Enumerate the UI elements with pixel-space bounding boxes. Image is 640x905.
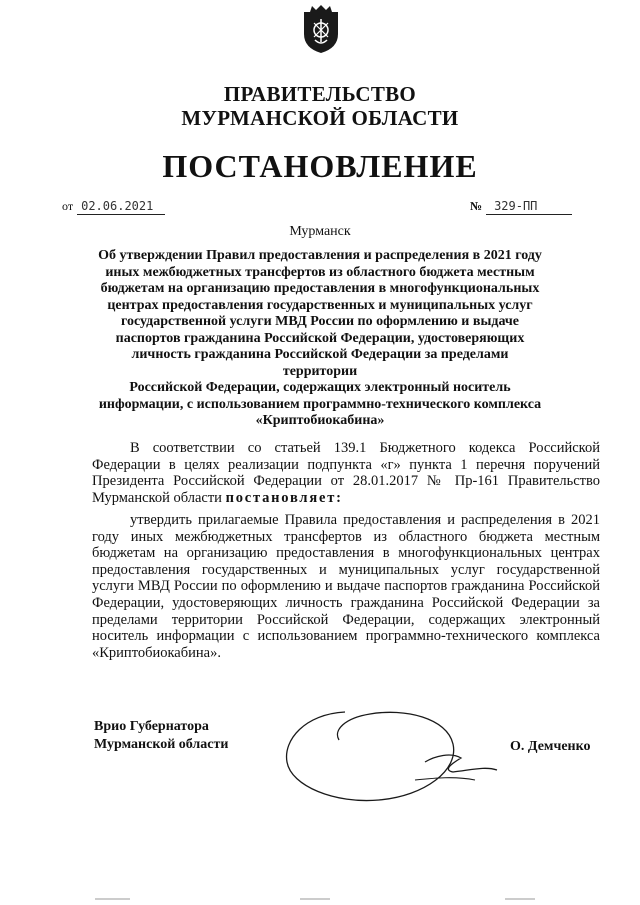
signer-position-line1: Врио Губернатора xyxy=(94,719,209,734)
signee-name: О. Демченко xyxy=(510,739,591,754)
subject-line: центрах предоставления государственных и муниципальных услуг xyxy=(107,297,533,313)
number-prefix: № xyxy=(470,199,483,213)
document-subject xyxy=(95,248,545,430)
signature-icon xyxy=(275,700,500,810)
subject-line: Российской Федерации, содержащих электронный носитель xyxy=(129,380,511,395)
coat-of-arms-icon xyxy=(302,4,340,54)
resolves-word: постановляет: xyxy=(225,489,343,506)
subject-line: бюджетам на организацию предоставления в многофункциональных xyxy=(100,281,540,296)
subject-line: государственной услуги МВД России по оформлению и выдаче xyxy=(120,314,519,329)
document-number: 329-ПП xyxy=(486,198,572,215)
subject-line: Об утверждении Правил предоставления и распределения в 2021 году xyxy=(98,248,542,263)
org-name-line2: МУРМАНСКОЙ ОБЛАСТИ xyxy=(181,106,459,130)
preamble-paragraph xyxy=(92,440,600,506)
document-type-title: ПОСТАНОВЛЕНИЕ xyxy=(162,148,478,184)
subject-line: паспортов гражданина Российской Федерации, удостоверяющих xyxy=(115,330,525,346)
resolution-paragraph: утвердить прилагаемые Правила предоставления и распределения в 2021 году иных межбюджетных трансфертов из областного бюджета местным бюджетам на организацию предоставления в многофункциональных центрах предоставления государственных и муниципальных услуг государственной услуги МВД России по оформлению и выдаче паспортов гражданина Российской Федерации, удостоверяющих личность гражданина Российской Федерации за пределами территории Российской Федерации, содержащих электронный носитель информации с использованием программно-технического комплекса «Криптобиокабина». xyxy=(92,512,600,661)
city-name: Мурманск xyxy=(289,224,351,239)
subject-line: информации, с использованием программно-технического комплекса xyxy=(98,396,542,412)
page-edge-marks xyxy=(0,896,640,902)
signer-position xyxy=(94,718,228,754)
subject-line: «Криптобиокабина» xyxy=(255,413,385,428)
date-row xyxy=(62,198,165,215)
subject-line: личность гражданина Российской Федерации за пределами территории xyxy=(131,347,509,379)
number-row xyxy=(470,198,572,215)
signer-position-line2: Мурманской области xyxy=(94,737,229,752)
document-date: 02.06.2021 xyxy=(77,198,165,215)
subject-line: иных межбюджетных трансфертов из областного бюджета местным xyxy=(105,264,535,280)
date-prefix: от xyxy=(62,199,74,213)
org-name-line1: ПРАВИТЕЛЬСТВО xyxy=(223,82,417,106)
preamble-text: В соответствии со статьей 139.1 Бюджетного кодекса Российской Федерации в целях реализации подпункта «г» пункта 1 перечня поручений Президента Российской Федерации от 28.01.2017 № Пр-161 Правительство Мурманской области xyxy=(92,440,600,506)
